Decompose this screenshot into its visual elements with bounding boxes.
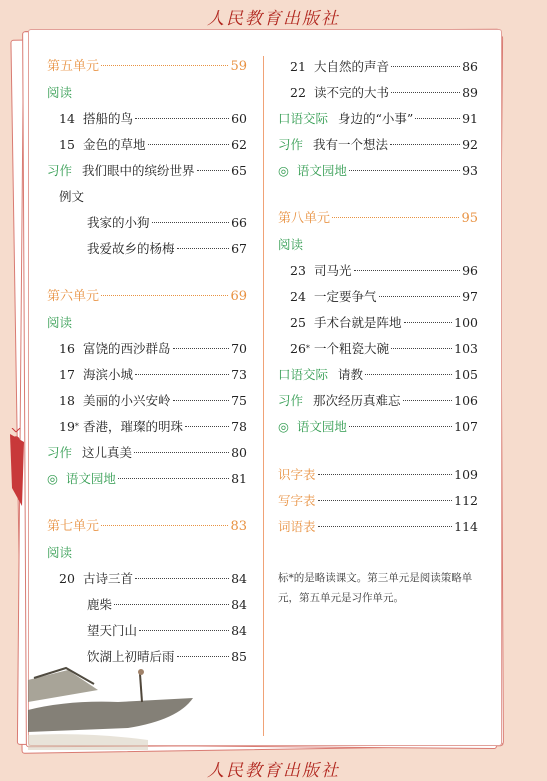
appendix-title: 识字表 (278, 467, 316, 482)
publisher-logo-bottom: 人民教育出版社 (207, 761, 340, 781)
toc-oral-7[interactable] (278, 106, 478, 132)
bookmark-ribbon-icon (4, 428, 28, 508)
toc-appendix-writing[interactable] (278, 488, 478, 514)
section-tag: 习作 (47, 163, 73, 178)
dot-leader (349, 426, 452, 427)
toc-unit-6[interactable] (47, 284, 247, 310)
lesson-number: 19* (59, 419, 79, 434)
lesson-title: 一定要争气 (314, 289, 377, 304)
dot-leader (318, 526, 453, 527)
lesson-title: 美丽的小兴安岭 (83, 393, 171, 408)
toc-lesson-16[interactable] (47, 336, 247, 362)
page-number: 109 (454, 467, 478, 482)
section-label-reading: 阅读 (47, 545, 73, 560)
footnote: 标*的是略读课文。第三单元是阅读策略单元，第五单元是习作单元。 (278, 572, 473, 604)
writing-title: 我有一个想法 (313, 137, 389, 152)
page-number: 112 (454, 493, 478, 508)
dot-leader (135, 118, 229, 119)
writing-title: 这儿真美 (82, 445, 133, 460)
page-number: 103 (454, 341, 478, 356)
page-number: 85 (231, 649, 247, 664)
lesson-title: 手术台就是阵地 (314, 315, 402, 330)
dot-leader (415, 118, 460, 119)
toc-lesson-18[interactable] (47, 388, 247, 414)
section-label-reading: 阅读 (47, 315, 73, 330)
dot-leader (318, 474, 453, 475)
dot-leader (390, 144, 460, 145)
oral-title: 请教 (338, 367, 364, 382)
lesson-title: 金色的草地 (83, 137, 146, 152)
dot-leader (101, 525, 228, 526)
lesson-title: 富饶的西沙群岛 (83, 341, 171, 356)
toc-appendix-vocabulary[interactable] (278, 514, 478, 540)
toc-appendix-literacy[interactable] (278, 462, 478, 488)
toc-lesson-24[interactable] (278, 284, 478, 310)
toc-garden-7[interactable] (278, 158, 478, 184)
lesson-number: 23 (290, 263, 306, 278)
page-number: 91 (462, 111, 478, 126)
page-number: 93 (462, 163, 478, 178)
page-number: 69 (230, 289, 247, 304)
lesson-number: 18 (59, 393, 75, 408)
dot-leader (404, 322, 453, 323)
page-number: 105 (454, 367, 478, 382)
column-divider (263, 56, 264, 736)
page-number: 100 (454, 315, 478, 330)
dot-leader (403, 400, 453, 401)
dot-leader (354, 270, 461, 271)
poem-title: 饮湖上初晴后雨 (87, 649, 175, 664)
lesson-title: 香港，璀璨的明珠 (83, 419, 184, 434)
lesson-number: 24 (290, 289, 306, 304)
poem-title: 鹿柴 (87, 597, 113, 612)
page-number: 97 (462, 289, 478, 304)
lesson-title: 搭船的鸟 (83, 111, 134, 126)
publisher-logo-top: 人民教育出版社 (207, 9, 340, 29)
toc-poem-2[interactable] (47, 618, 247, 644)
example-title: 我爱故乡的杨梅 (87, 241, 175, 256)
toc-lesson-26[interactable] (278, 336, 478, 362)
toc-example-1[interactable] (47, 210, 247, 236)
dot-leader (152, 222, 230, 223)
right-column (278, 54, 478, 540)
dot-leader (135, 578, 229, 579)
unit-title: 第六单元 (47, 289, 100, 304)
dot-leader (332, 217, 459, 218)
page-number: 96 (462, 263, 478, 278)
unit-title: 第七单元 (47, 519, 100, 534)
toc-poem-3[interactable] (47, 644, 247, 670)
toc-unit-7[interactable] (47, 514, 247, 540)
skim-reading-star: * (305, 344, 310, 353)
page-number: 73 (231, 367, 247, 382)
toc-example-2[interactable] (47, 236, 247, 262)
page-number: 66 (231, 215, 247, 230)
section-tag: 习作 (278, 137, 304, 152)
dot-leader (101, 65, 228, 66)
page-number: 62 (231, 137, 247, 152)
example-label: 例文 (59, 189, 85, 204)
lesson-number: 16 (59, 341, 75, 356)
page-number: 86 (462, 59, 478, 74)
toc-writing-8[interactable] (278, 388, 478, 414)
dot-leader (101, 295, 228, 296)
page-number: 84 (231, 571, 247, 586)
section-label-reading: 阅读 (47, 85, 73, 100)
dot-leader (379, 296, 461, 297)
toc-lesson-25[interactable] (278, 310, 478, 336)
section-tag: 习作 (278, 393, 304, 408)
toc-lesson-22[interactable] (278, 80, 478, 106)
page-number: 70 (231, 341, 247, 356)
left-column (47, 54, 247, 670)
lesson-number: 21 (290, 59, 306, 74)
page-number: 114 (454, 519, 478, 534)
dot-leader (391, 348, 452, 349)
toc-lesson-21[interactable] (278, 54, 478, 80)
dot-leader (114, 604, 229, 605)
page-number: 106 (454, 393, 478, 408)
lesson-title: 司马光 (314, 263, 352, 278)
section-tag: 口语交际 (278, 367, 329, 382)
lesson-number: 15 (59, 137, 75, 152)
lesson-title: 古诗三首 (83, 571, 134, 586)
lesson-number: 22 (290, 85, 306, 100)
lesson-title: 一个粗瓷大碗 (314, 341, 390, 356)
garden-title: 语文园地 (296, 419, 347, 434)
garden-icon: ◎ (278, 419, 289, 434)
page-number: 84 (231, 623, 247, 638)
toc-unit-8[interactable] (278, 206, 478, 232)
toc-writing-5[interactable] (47, 158, 247, 184)
dot-leader (173, 400, 230, 401)
page-number: 83 (230, 519, 247, 534)
toc-lesson-17[interactable] (47, 362, 247, 388)
section-label-reading: 阅读 (278, 237, 304, 252)
page-number: 78 (231, 419, 247, 434)
writing-title: 我们眼中的缤纷世界 (82, 163, 195, 178)
page-number: 95 (461, 211, 478, 226)
dot-leader (139, 630, 229, 631)
toc-lesson-14[interactable] (47, 106, 247, 132)
toc-lesson-19[interactable] (47, 414, 247, 440)
page-number: 89 (462, 85, 478, 100)
dot-leader (365, 374, 452, 375)
oral-title: 身边的“小事” (338, 111, 414, 126)
dot-leader (349, 170, 460, 171)
toc-lesson-15[interactable] (47, 132, 247, 158)
lesson-number: 14 (59, 111, 75, 126)
lesson-number: 25 (290, 315, 306, 330)
section-tag: 口语交际 (278, 111, 329, 126)
toc-garden-6[interactable] (47, 466, 247, 492)
toc-garden-8[interactable] (278, 414, 478, 440)
page-number: 60 (231, 111, 247, 126)
dot-leader (134, 452, 229, 453)
garden-icon: ◎ (278, 163, 289, 178)
unit-title: 第八单元 (278, 211, 331, 226)
skim-reading-star: * (74, 422, 79, 431)
dot-leader (197, 170, 230, 171)
page-number: 84 (231, 597, 247, 612)
dot-leader (391, 92, 460, 93)
unit-title: 第五单元 (47, 59, 100, 74)
toc-writing-6[interactable] (47, 440, 247, 466)
page-number: 81 (231, 471, 247, 486)
lesson-title: 读不完的大书 (314, 85, 390, 100)
toc-unit-5[interactable] (47, 54, 247, 80)
section-tag: 习作 (47, 445, 73, 460)
dot-leader (173, 348, 230, 349)
dot-leader (177, 248, 230, 249)
dot-leader (135, 374, 229, 375)
dot-leader (177, 656, 230, 657)
poem-title: 望天门山 (87, 623, 138, 638)
garden-icon: ◎ (47, 471, 58, 486)
lesson-number: 20 (59, 571, 75, 586)
appendix-title: 词语表 (278, 519, 316, 534)
lesson-title: 大自然的声音 (314, 59, 390, 74)
toc-lesson-20[interactable] (47, 566, 247, 592)
page-number: 92 (462, 137, 478, 152)
garden-title: 语文园地 (296, 163, 347, 178)
dot-leader (318, 500, 453, 501)
page-number: 75 (231, 393, 247, 408)
toc-writing-7[interactable] (278, 132, 478, 158)
page-number: 107 (454, 419, 478, 434)
dot-leader (118, 478, 229, 479)
page-number: 67 (231, 241, 247, 256)
appendix-title: 写字表 (278, 493, 316, 508)
toc-lesson-23[interactable] (278, 258, 478, 284)
page-number: 80 (231, 445, 247, 460)
dot-leader (391, 66, 460, 67)
lesson-number: 26* (290, 341, 310, 356)
toc-poem-1[interactable] (47, 592, 247, 618)
toc-oral-8[interactable] (278, 362, 478, 388)
lesson-number: 17 (59, 367, 75, 382)
dot-leader (148, 144, 230, 145)
garden-title: 语文园地 (65, 471, 116, 486)
writing-title: 那次经历真难忘 (313, 393, 401, 408)
example-title: 我家的小狗 (87, 215, 150, 230)
lesson-title: 海滨小城 (83, 367, 134, 382)
page-number: 65 (231, 163, 247, 178)
dot-leader (185, 426, 229, 427)
page-number: 59 (230, 59, 247, 74)
